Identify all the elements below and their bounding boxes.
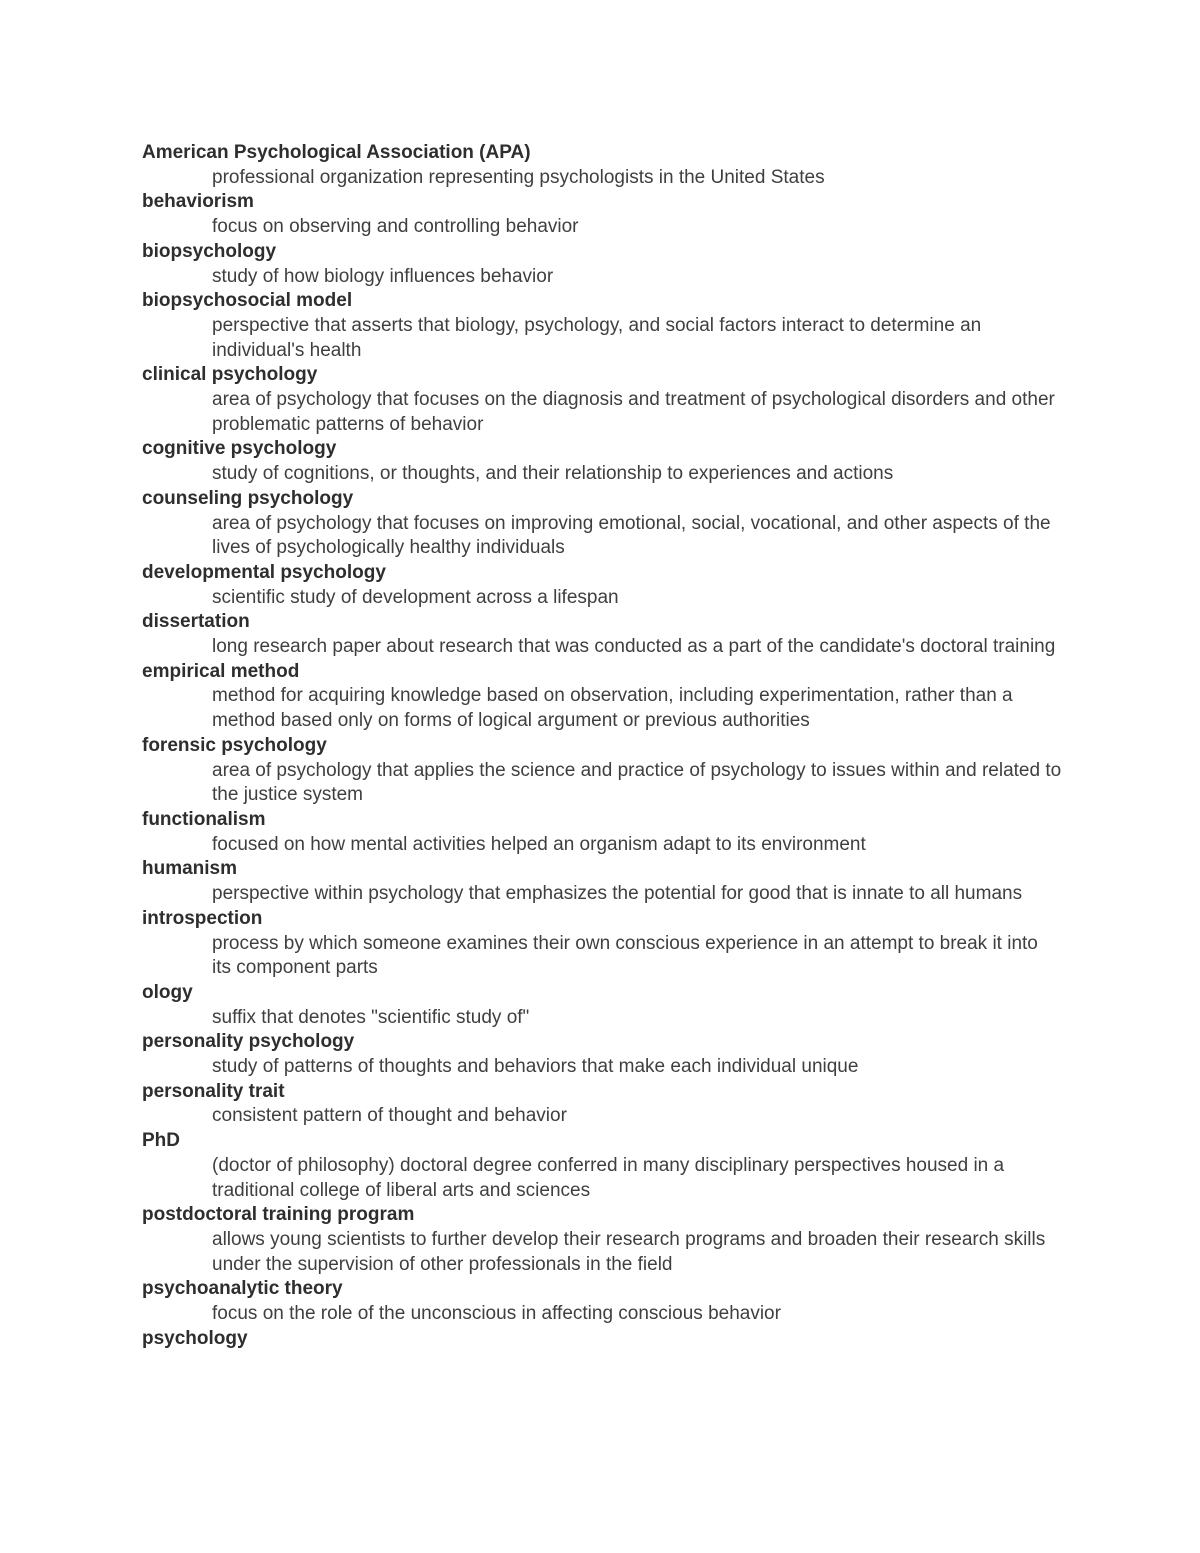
glossary-definition: scientific study of development across a lifespan (212, 586, 619, 608)
glossary-term: psychoanalytic theory (142, 1278, 343, 1300)
glossary-term: functionalism (142, 808, 266, 830)
glossary-term: postdoctoral training program (142, 1204, 415, 1226)
glossary-list (142, 141, 1062, 1351)
glossary-term: introspection (142, 907, 263, 929)
glossary-term: dissertation (142, 611, 250, 633)
glossary-term: developmental psychology (142, 561, 386, 583)
glossary-definition: perspective within psychology that emphasizes the potential for good that is innate to all humans (212, 883, 1023, 905)
glossary-definition: area of psychology that focuses on the diagnosis and treatment of psychological disorders and other problematic patterns of behavior (212, 389, 1055, 435)
glossary-definition: study of cognitions, or thoughts, and their relationship to experiences and actions (212, 463, 894, 485)
glossary-definition: perspective that asserts that biology, psychology, and social factors interact to determine an individual's health (212, 314, 982, 361)
glossary-term: behaviorism (142, 191, 254, 213)
glossary-term: biopsychology (142, 240, 277, 262)
glossary-term: PhD (142, 1130, 180, 1152)
glossary-definition: focus on the role of the unconscious in affecting conscious behavior (212, 1303, 781, 1325)
glossary-definition: method for acquiring knowledge based on observation, including experimentation, rather than a method based only on forms of logical argument or previous authorities (212, 685, 1013, 732)
glossary-definition: consistent pattern of thought and behavior (212, 1105, 567, 1127)
glossary-definition: suffix that denotes "scientific study of" (212, 1006, 530, 1028)
glossary-term: psychology (142, 1327, 248, 1349)
glossary-term: ology (142, 981, 193, 1003)
glossary-term: forensic psychology (142, 734, 327, 756)
glossary-term: biopsychosocial model (142, 290, 353, 312)
glossary-definition: (doctor of philosophy) doctoral degree conferred in many disciplinary perspectives housed in a traditional college of liberal arts and sciences (212, 1154, 1005, 1201)
glossary-term: personality trait (142, 1080, 285, 1102)
glossary-term: clinical psychology (142, 364, 318, 386)
glossary-definition: allows young scientists to further develop their research programs and broaden their research skills under the supervision of other professionals in the field (212, 1228, 1046, 1275)
glossary-term: counseling psychology (142, 487, 354, 509)
glossary-term: humanism (142, 858, 238, 880)
glossary-definition: long research paper about research that was conducted as a part of the candidate's doctoral training (212, 636, 1056, 658)
glossary-definition: professional organization representing psychologists in the United States (212, 166, 825, 188)
glossary-term: empirical method (142, 660, 300, 682)
glossary-definition: study of patterns of thoughts and behaviors that make each individual unique (212, 1056, 859, 1078)
glossary-definition: study of how biology influences behavior (212, 265, 554, 287)
glossary-term: American Psychological Association (APA) (142, 142, 531, 163)
glossary-definition: focus on observing and controlling behavior (212, 216, 579, 238)
glossary-definition: focused on how mental activities helped an organism adapt to its environment (212, 833, 866, 855)
glossary-definition: process by which someone examines their own conscious experience in an attempt to break it into its component parts (212, 932, 1038, 979)
glossary-definition: area of psychology that applies the science and practice of psychology to issues within and related to the justice system (212, 759, 1062, 806)
glossary-term: cognitive psychology (142, 438, 337, 460)
glossary-term: personality psychology (142, 1031, 355, 1053)
glossary-definition: area of psychology that focuses on improving emotional, social, vocational, and other aspects of the lives of psychologically healthy individuals (212, 512, 1051, 559)
